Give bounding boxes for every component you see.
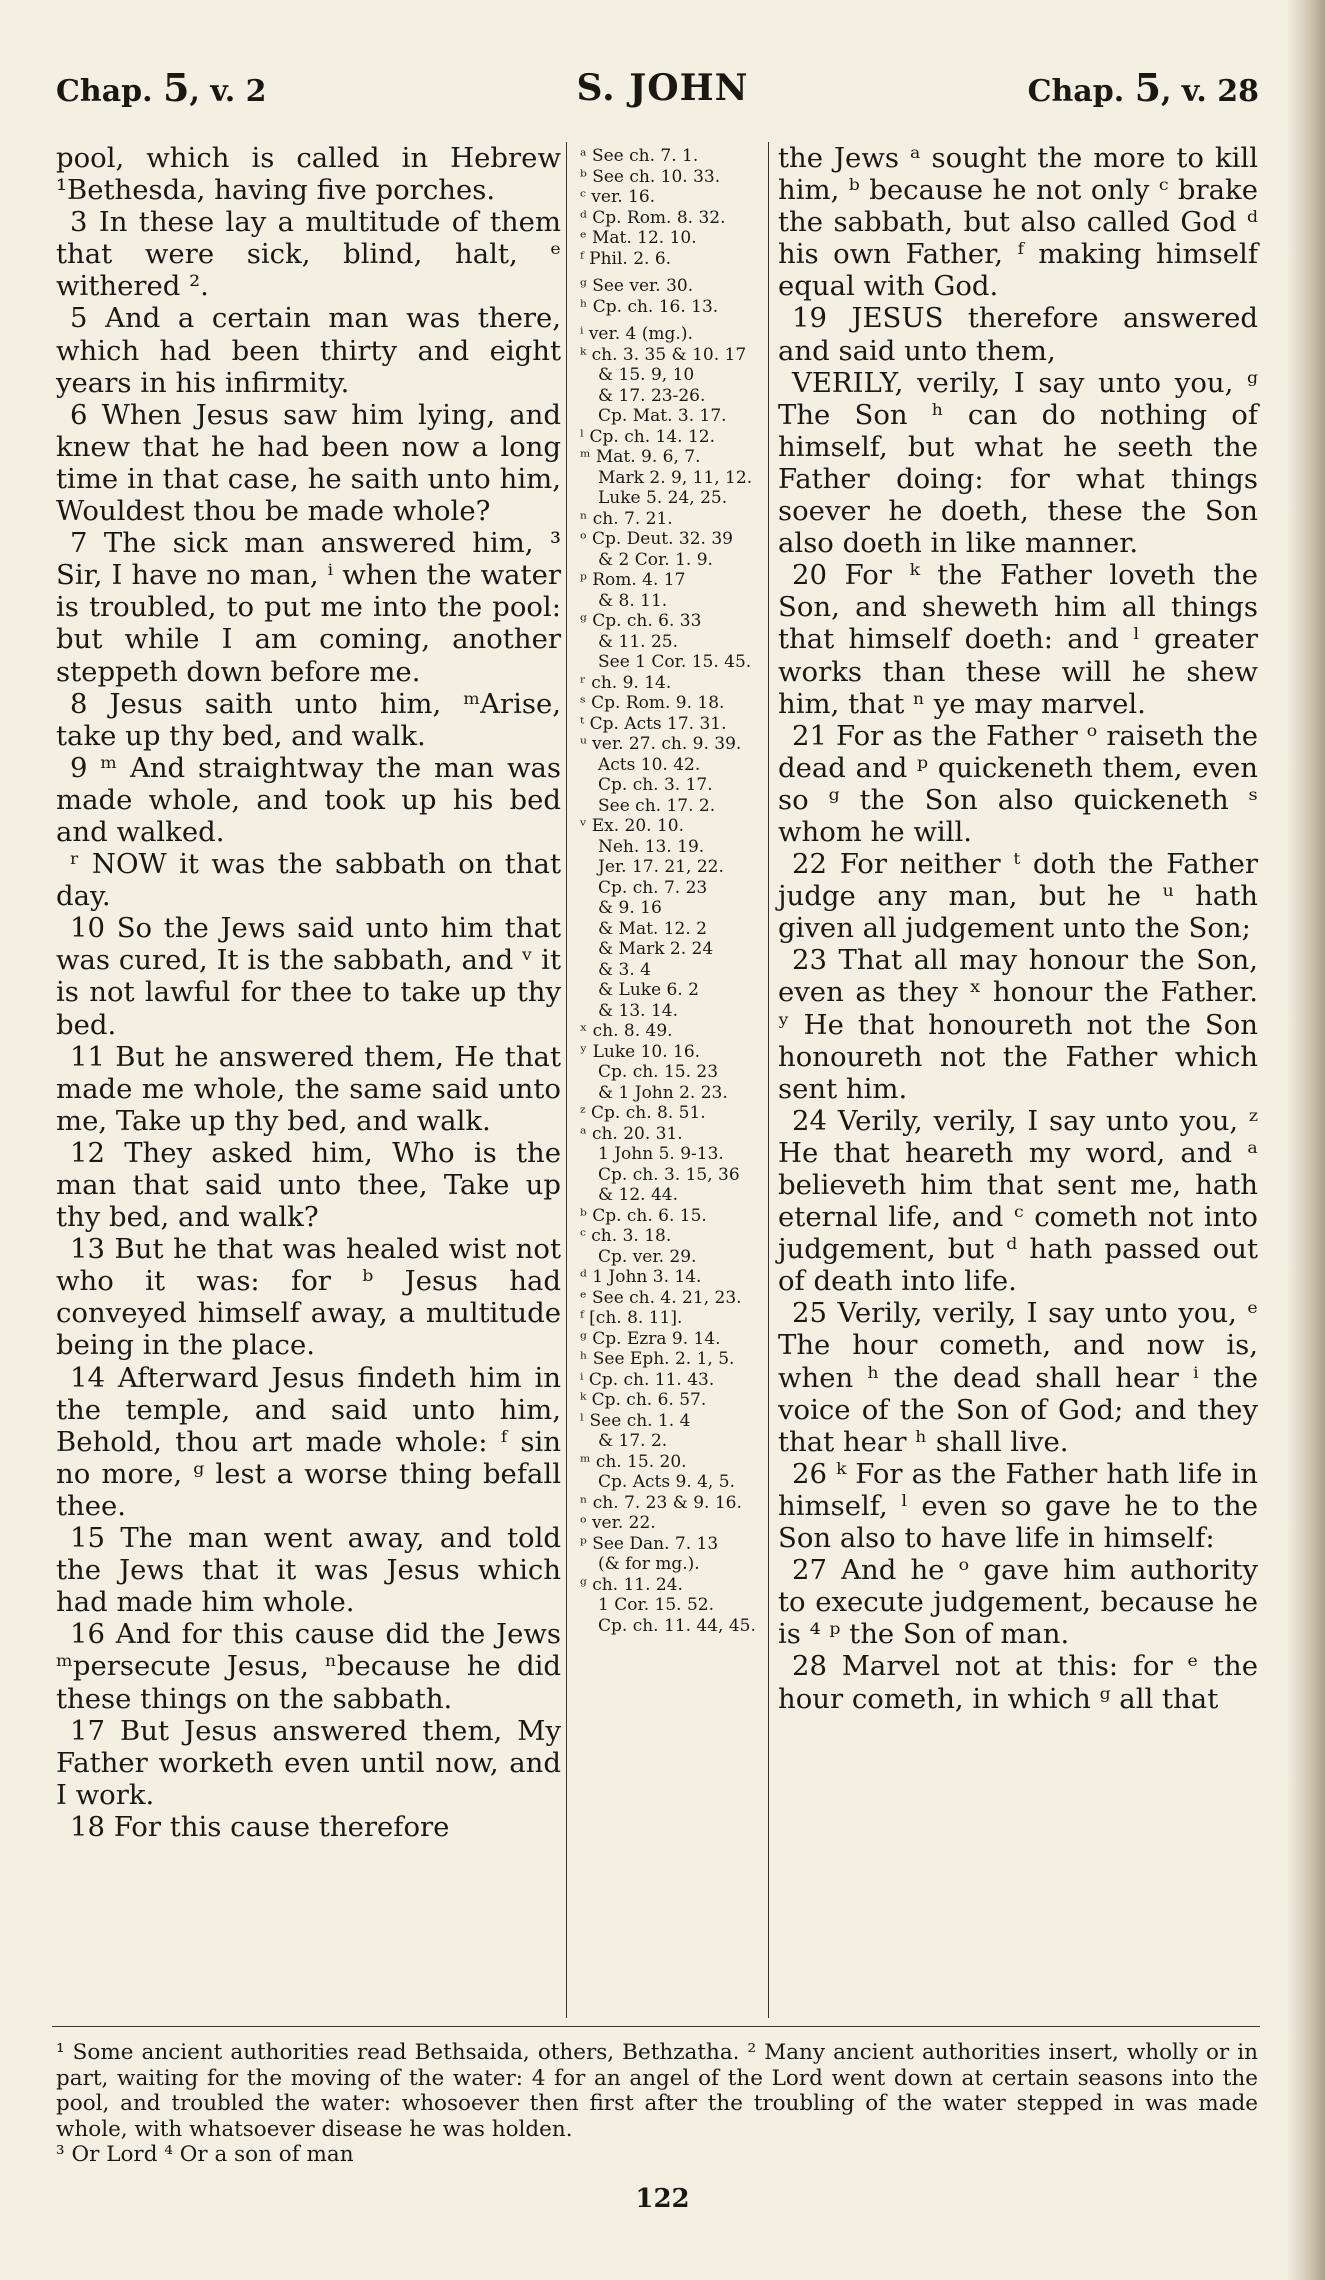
verse-paragraph: 19 JESUS therefore answered and said unto them, [778, 302, 1258, 367]
cross-reference: ˣ ch. 8. 49. [580, 1021, 673, 1041]
verse-paragraph: 23 That all may honour the Son, even as they ˣ honour the Father. ʸ He that honoureth not the Son honoureth not the Father which sent him. [778, 944, 1258, 1105]
cross-reference: ⁿ ch. 7. 21. [580, 508, 673, 529]
cross-reference: ᶻ Cp. ch. 8. 51. [580, 1103, 706, 1123]
cross-reference: See ch. 17. 2. [598, 795, 716, 816]
cross-reference: Jer. 17. 21, 22. [598, 857, 724, 877]
cross-reference: ᵍ Cp. ch. 6. 33 [580, 611, 702, 631]
cross-reference: ˡ Cp. ch. 14. 12. [580, 426, 715, 447]
cross-reference: ʰ See Eph. 2. 1, 5. [580, 1349, 735, 1369]
verse-paragraph: the Jews ᵃ sought the more to kill him, ᵇ because he not only ᶜ brake the sabbath, but also called God ᵈ his own Father, ᶠ making himself equal with God. [778, 142, 1258, 303]
verse-paragraph: 22 For neither ᵗ doth the Father judge any man, but he ᵘ hath given all judgement unto the Son; [778, 848, 1258, 945]
cross-reference: Cp. Acts 9. 4, 5. [598, 1472, 735, 1492]
verse-paragraph: 8 Jesus saith unto him, ᵐArise, take up thy bed, and walk. [56, 687, 561, 752]
verse-paragraph: 24 Verily, verily, I say unto you, ᶻ He that heareth my word, and ᵃ believeth him that sent me, hath eternal life, and ᶜ cometh not into judgement, but ᵈ hath passed out of death into life. [778, 1104, 1258, 1298]
verse-paragraph: 27 And he ᵒ gave him authority to execute judgement, because he is ⁴ ᵖ the Son of man. [778, 1554, 1258, 1651]
cross-reference: & 11. 25. [598, 631, 679, 652]
verse-paragraph: 28 Marvel not at this: for ᵉ the hour cometh, in which ᵍ all that [778, 1650, 1258, 1715]
cross-reference: Cp. ch. 3. 17. [598, 775, 713, 795]
verse-paragraph: 5 And a certain man was there, which had been thirty and eight years in his infirmity. [56, 302, 561, 399]
cross-reference: & 2 Cor. 1. 9. [598, 549, 713, 570]
cross-reference: ʸ Luke 10. 16. [580, 1041, 701, 1062]
cross-reference: ᵉ Mat. 12. 10. [580, 228, 697, 248]
cross-reference: ⁱ Cp. ch. 11. 43. [580, 1369, 715, 1390]
footnote-line: ¹ Some ancient authorities read Bethsaida, others, Bethzatha. ² Many ancient authorities insert, wholly or in part, waiting for the moving of the water: 4 for an angel of the Lord went down at certain seasons into the pool, and troubled the water: whosoever then first after the troubling of the water stepped in was made whole, with whatsoever disease he was holden. [56, 2040, 1258, 2142]
cross-reference: ᵇ Cp. ch. 6. 15. [580, 1205, 707, 1226]
cross-reference: Mark 2. 9, 11, 12. [598, 467, 753, 488]
cross-reference: & 8. 11. [598, 590, 668, 611]
verse-paragraph: VERILY, verily, I say unto you, ᵍ The Son ʰ can do nothing of himself, but what he seeth the Father doing: for what things soever he doeth, these the Son also doeth in like manner. [778, 366, 1258, 560]
cross-reference: ᵈ 1 John 3. 14. [580, 1267, 702, 1287]
cross-reference: Luke 5. 24, 25. [598, 488, 728, 508]
verse-paragraph: 12 They asked him, Who is the man that said unto thee, Take up thy bed, and walk? [56, 1136, 561, 1234]
cross-reference: ᵐ ch. 15. 20. [580, 1451, 687, 1472]
verse-paragraph: 25 Verily, verily, I say unto you, ᵉ The hour cometh, and now is, when ʰ the dead shall hear ⁱ the voice of the Son of God; and they that hear ʰ shall live. [778, 1297, 1258, 1458]
cross-reference: Cp. ch. 7. 23 [598, 877, 708, 898]
verse-paragraph: 14 Afterward Jesus findeth him in the temple, and said unto him, Behold, thou art made whole: ᶠ sin no more, ᵍ lest a worse thing befall thee. [56, 1361, 561, 1522]
page-gutter-shadow [1287, 0, 1325, 2280]
cross-reference: 1 Cor. 15. 52. [598, 1595, 715, 1615]
cross-reference: ᵈ Cp. Rom. 8. 32. [580, 207, 726, 228]
column-divider-right [768, 142, 769, 2018]
cross-reference: & 17. 23-26. [598, 385, 706, 406]
cross-reference: ᵏ ch. 3. 35 & 10. 17 [580, 344, 747, 365]
header-right-chapter-verse: Chap. 5, v. 28 [1027, 65, 1259, 110]
cross-reference: & 13. 14. [598, 1000, 679, 1021]
cross-reference: ⁱ ver. 4 (mg.). [580, 324, 693, 344]
verse-paragraph: 9 ᵐ And straightway the man was made whole, and took up his bed and walked. [56, 751, 561, 848]
cross-reference: ᵍ ch. 11. 24. [580, 1574, 683, 1595]
right-text-column [778, 142, 1258, 1715]
verse-paragraph: 6 When Jesus saw him lying, and knew that he had been now a long time in that case, he saith unto him, Wouldest thou be made whole? [56, 398, 561, 528]
header-left-chapter-verse: Chap. 5, v. 2 [56, 65, 267, 110]
cross-reference: Neh. 13. 19. [598, 836, 705, 857]
verse-paragraph: 7 The sick man answered him, ³ Sir, I have no man, ⁱ when the water is troubled, to put me into the pool: but while I am coming, another steppeth down before me. [56, 527, 561, 688]
verse-paragraph: 13 But he that was healed wist not who it was: for ᵇ Jesus had conveyed himself away, a multitude being in the place. [56, 1233, 561, 1362]
cross-reference: ᵛ Ex. 20. 10. [580, 816, 685, 836]
cross-reference: ᶜ ver. 16. [580, 187, 656, 207]
left-text-column [56, 142, 561, 1843]
cross-reference-column [580, 146, 760, 1636]
verse-paragraph: 11 But he answered them, He that made me whole, the same said unto me, Take up thy bed, and walk. [56, 1040, 561, 1137]
cross-reference: ᵒ ver. 22. [580, 1513, 656, 1533]
cross-reference: ᵘ ver. 27. ch. 9. 39. [580, 734, 742, 754]
cross-reference: Cp. ch. 3. 15, 36 [598, 1164, 740, 1185]
cross-reference: & Luke 6. 2 [598, 980, 699, 1000]
verse-paragraph: pool, which is called in Hebrew ¹Bethesda, having five porches. [56, 142, 561, 207]
cross-reference: ᶠ [ch. 8. 11]. [580, 1308, 683, 1328]
verse-paragraph: 20 For ᵏ the Father loveth the Son, and sheweth him all things that himself doeth: and ˡ greater works than these will he shew him, that ⁿ ye may marvel. [778, 559, 1258, 720]
cross-reference: (& for mg.). [598, 1554, 700, 1574]
verse-paragraph: 10 So the Jews said unto him that was cured, It is the sabbath, and ᵛ it is not lawful for thee to take up thy bed. [56, 912, 561, 1041]
cross-reference: ᵍ See ver. 30. [580, 276, 694, 296]
cross-reference: ᵃ ch. 20. 31. [580, 1123, 683, 1144]
cross-reference: & 9. 16 [598, 898, 662, 918]
column-divider-left [566, 142, 567, 2018]
cross-reference: ᵏ Cp. ch. 6. 57. [580, 1390, 707, 1410]
cross-reference: ᵗ Cp. Acts 17. 31. [580, 713, 727, 734]
cross-reference: ᵃ See ch. 7. 1. [580, 146, 699, 166]
page-number: 122 [635, 2184, 690, 2214]
cross-reference: & 17. 2. [598, 1431, 668, 1451]
verse-paragraph: 16 And for this cause did the Jews ᵐpersecute Jesus, ⁿbecause he did these things on the sabbath. [56, 1618, 561, 1715]
cross-reference: & 3. 4 [598, 959, 651, 980]
cross-reference: & 1 John 2. 23. [598, 1082, 728, 1103]
cross-reference: ᵖ See Dan. 7. 13 [580, 1533, 719, 1554]
cross-reference: ᵐ Mat. 9. 6, 7. [580, 447, 701, 467]
cross-reference: ⁿ ch. 7. 23 & 9. 16. [580, 1492, 742, 1513]
header-book-title: S. JOHN [576, 67, 749, 109]
cross-reference: & Mat. 12. 2 [598, 918, 707, 939]
verse-paragraph: 3 In these lay a multitude of them that were sick, blind, halt, ᵉ withered ². [56, 206, 561, 303]
cross-reference: ᵒ Cp. Deut. 32. 39 [580, 529, 733, 549]
cross-reference: See 1 Cor. 15. 45. [598, 652, 752, 672]
cross-reference: Cp. ch. 15. 23 [598, 1062, 719, 1082]
cross-reference: Cp. ch. 11. 44, 45. [598, 1615, 756, 1636]
cross-reference: ˡ See ch. 1. 4 [580, 1410, 691, 1431]
cross-reference: ʰ Cp. ch. 16. 13. [580, 296, 719, 317]
cross-reference: ᵇ See ch. 10. 33. [580, 166, 721, 187]
cross-reference: ᵖ Rom. 4. 17 [580, 570, 686, 590]
verse-paragraph: 17 But Jesus answered them, My Father worketh even until now, and I work. [56, 1714, 561, 1811]
cross-reference: 1 John 5. 9-13. [598, 1144, 724, 1164]
footnotes [56, 2040, 1258, 2168]
verse-paragraph: 26 ᵏ For as the Father hath life in himself, ˡ even so gave he to the Son also to have life in himself: [778, 1457, 1258, 1555]
verse-paragraph: 21 For as the Father ᵒ raiseth the dead and ᵖ quickeneth them, even so ᵍ the Son also quickeneth ˢ whom he will. [778, 719, 1258, 848]
verse-paragraph: ʳ NOW it was the sabbath on that day. [56, 848, 561, 913]
verse-paragraph: 15 The man went away, and told the Jews that it was Jesus which had made him whole. [56, 1522, 561, 1619]
footnote-rule [52, 2026, 1260, 2027]
cross-reference: & 12. 44. [598, 1185, 679, 1205]
footnote-line: ³ Or Lord ⁴ Or a son of man [56, 2142, 354, 2168]
cross-reference: ᵍ Cp. Ezra 9. 14. [580, 1328, 721, 1349]
cross-reference: Cp. Mat. 3. 17. [598, 406, 727, 426]
cross-reference: ˢ Cp. Rom. 9. 18. [580, 693, 725, 713]
verse-paragraph: 18 For this cause therefore [70, 1810, 450, 1843]
cross-reference: & Mark 2. 24 [598, 939, 714, 959]
cross-reference: Cp. ver. 29. [598, 1246, 697, 1267]
cross-reference: Acts 10. 42. [598, 754, 701, 775]
cross-reference: ᵉ See ch. 4. 21, 23. [580, 1287, 742, 1308]
cross-reference: ᶠ Phil. 2. 6. [580, 248, 672, 269]
cross-reference: ᶜ ch. 3. 18. [580, 1226, 672, 1246]
cross-reference: ʳ ch. 9. 14. [580, 672, 672, 693]
cross-reference: & 15. 9, 10 [598, 365, 695, 385]
